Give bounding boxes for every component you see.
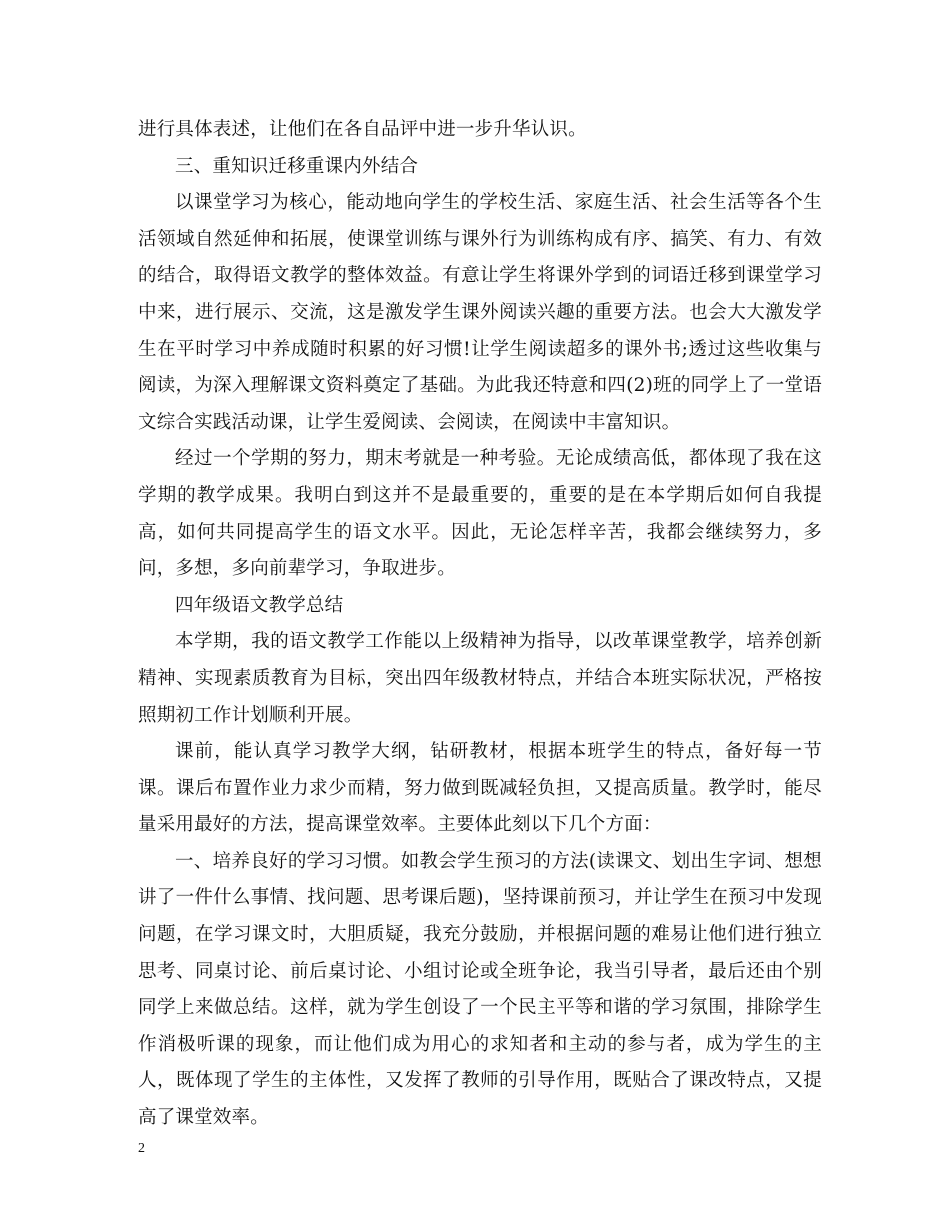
paragraph-classroom-core: 以课堂学习为核心，能动地向学生的学校生活、家庭生活、社会生活等各个生活领域自然延伸和拓展，使课堂训练与课外行为训练构成有序、搞笑、有力、有效的结合，取得语文教学的整体效益。有意让学生将课外学到的词语迁移到课堂学习中来，进行展示、交流，这是激发学生课外阅读兴趣的重要方法。也会大大激发学生在平时学习中养成随时积累的好习惯!让学生阅读超多的课外书;透过这些收集与阅读，为深入理解课文资料奠定了基础。为此我还特意和四(2)班的同学上了一堂语文综合实践活动课，让学生爱阅读、会阅读，在阅读中丰富知识。	[138, 192, 822, 433]
page-number: 2	[138, 1141, 145, 1156]
document-body	[138, 112, 822, 1137]
paragraph-lesson-preparation: 课前，能认真学习教学大纲，钻研教材，根据本班学生的特点，备好每一节课。课后布置作业力求少而精，努力做到既减轻负担，又提高质量。教学时，能尽量采用最好的方法，提高课堂效率。主要体此刻以下几个方面：	[138, 741, 822, 836]
paragraph-continuation: 进行具体表述，让他们在各自品评中进一步升华认识。	[138, 119, 587, 140]
paragraph-semester-effort: 经过一个学期的努力，期末考就是一种考验。无论成绩高低，都体现了我在这学期的教学成果。我明白到这并不是最重要的，重要的是在本学期后如何自我提高，如何共同提高学生的语文水平。因此，无论怎样辛苦，我都会继续努力，多问，多想，多向前辈学习，争取进步。	[138, 448, 822, 580]
paragraph-semester-overview: 本学期，我的语文教学工作能以上级精神为指导，以改革课堂教学，培养创新精神、实现素质教育为目标，突出四年级教材特点，并结合本班实际状况，严格按照期初工作计划顺利开展。	[138, 631, 822, 726]
section-heading-grade-four-summary: 四年级语文教学总结	[175, 594, 344, 616]
paragraph-study-habits: 一、培养良好的学习习惯。如教会学生预习的方法(读课文、划出生字词、想想讲了一件什么事情、找问题、思考课后题)，坚持课前预习，并让学生在预习中发现问题，在学习课文时，大胆质疑，我充分鼓励，并根据问题的难易让他们进行独立思考、同桌讨论、前后桌讨论、小组讨论或全班争论，我当引导者，最后还由个别同学上来做总结。这样，就为学生创设了一个民主平等和谐的学习氛围，排除学生作消极听课的现象，而让他们成为用心的求知者和主动的参与者，成为学生的主人，既体现了学生的主体性，又发挥了教师的引导作用，既贴合了课改特点，又提高了课堂效率。	[138, 850, 822, 1129]
section-heading-knowledge-transfer: 三、重知识迁移重课内外结合	[175, 155, 419, 177]
